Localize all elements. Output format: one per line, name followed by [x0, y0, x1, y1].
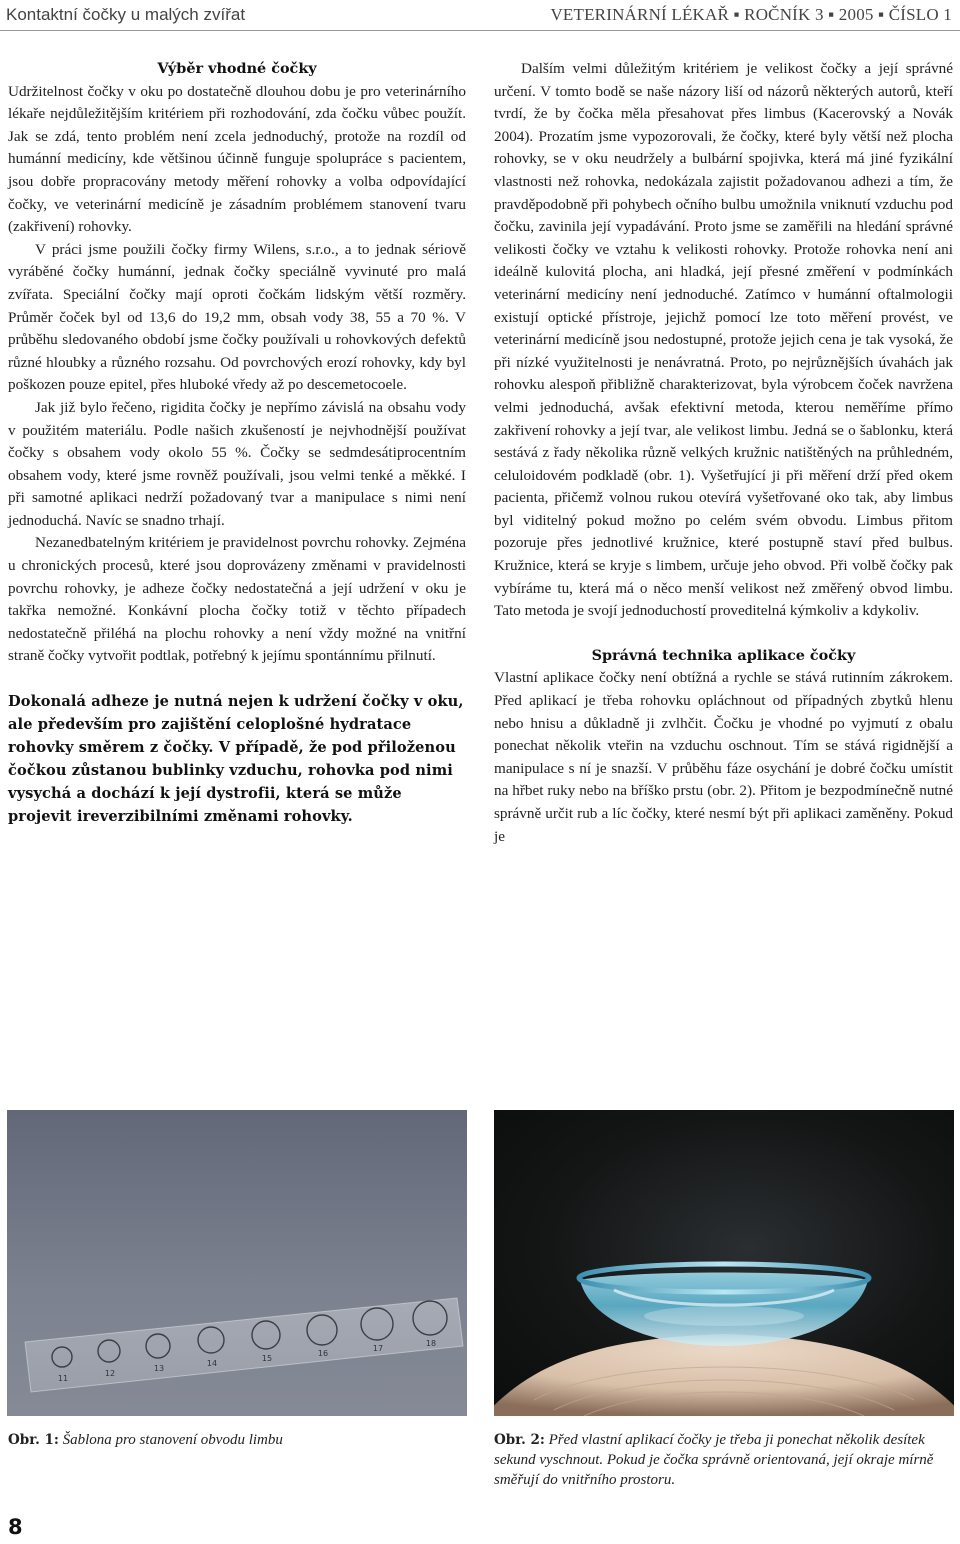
- article-running-title: Kontaktní čočky u malých zvířat: [6, 5, 246, 24]
- page-header: [0, 0, 960, 31]
- figure-2-photo: [494, 1110, 954, 1416]
- caption-label: Obr. 1:: [8, 1432, 59, 1448]
- limbus-template-image: [7, 1110, 467, 1416]
- ring-label: 15: [261, 1354, 273, 1363]
- ring-label: 13: [153, 1364, 165, 1373]
- ring-label: 11: [57, 1374, 69, 1383]
- ring-label: 14: [206, 1359, 218, 1368]
- right-column: [494, 58, 953, 848]
- figure-1-caption: [8, 1430, 466, 1450]
- fingertip: [494, 1334, 954, 1416]
- paragraph: Jak již bylo řečeno, rigidita čočky je nepřímo závislá na obsahu vody v použitém materiálu. Podle našich zkušeností je nejvhodnější používat čočky s obsahem vody okolo 55 %. Čočky se sedmdesátiprocentním obsahem vody, které jsme rovněž používali, jsou velmi tenké a měkké. I při samotné aplikaci nedrží požadovaný tvar a manipulace s nimi není jednoduchá. Navíc se snadno trhají.: [8, 398, 466, 529]
- ring-label: 12: [104, 1369, 116, 1378]
- figure-2-caption: [494, 1430, 954, 1490]
- caption-text: Šablona pro stanovení obvodu limbu: [58, 1432, 283, 1448]
- paragraph: Dalším velmi důležitým kritériem je velikost čočky a její správné určení. V tomto bodě se naše názory liší od názorů některých autorů, kteří tvrdí, že by čočka měla přesahovat přes limbus (Kacerovský a Novák 2004). Prozatím jsme vypozorovali, že čočky, které byly větší než plocha rohovky, se v oku neudržely a bulbární spojivka, která má jiné fyzikální vlastnosti než rohovka, nedokázala zajistit požadovanou adhezi a tím, že pravděpodobně při pohybech očního bulbu umožnila vniknutí vzduchu pod čočku, zavinila její vypadávání. Proto jsme se zaměřili na hledání správné velikosti čočky ve vztahu k velikosti rohovky. Protože rohovka není ani ideálně kulovitá plocha, ani hladká, její přesné změření v podmínkách veterinární medicíny není jednoduché. Zatímco v humánní oftalmologii existují optické přístroje, jejichž pomocí lze toto měření provést, ve veterinární medicíně jsou nedostupné, protože jejich cena je tak vysoká, že při nízké využitelnosti je nenávratná. Proto, po nejrůznějších úvahách jak rohovku alespoň přibližně charakterizovat, byla výrobcem čoček navržena velmi jednoduchá, avšak efektivní metoda, kterou neměříme přímo zakřivení rohovky a její tvar, ale velikost limbu. Jedná se o šablonku, která sestává z řady několika různě velkých kružnic natištěných na průhledném, celuloidovém podkladě (obr. 1). Vyšetřující ji při měření drží před okem pacienta, přičemž volnou rukou otevírá vyšetřované oko tak, aby limbus byl viditelný pokud možno po celém svém obvodu. Limbus přitom pozoruje přes jednotlivé kružnice, které postupně staví před bulbus. Kružnice, která se kryje s limbem, určuje jeho obvod. Při volbě čočky pak vybíráme tu, která má o něco menší velikost než změřený obvod limbu. Tato metoda je svojí jednoduchostí proveditelná kýmkoliv a kdykoliv.: [494, 60, 953, 620]
- left-column: [8, 58, 466, 828]
- lens-on-finger-image: [494, 1110, 954, 1416]
- page-number: 8: [8, 1515, 23, 1539]
- ring-label: 17: [372, 1344, 384, 1353]
- ring-label: 16: [317, 1349, 329, 1358]
- caption-text: Před vlastní aplikací čočky je třeba ji ponechat několik desítek sekund vyschnout. Pokud je čočka správně orientovaná, její okraje mírně směřují do vnitřního prostoru.: [494, 1432, 934, 1488]
- section-heading: Správná technika aplikace čočky: [591, 646, 856, 664]
- section-heading: Výběr vhodné čočky: [157, 60, 317, 77]
- highlight-box: Dokonalá adheze je nutná nejen k udržení čočky v oku, ale především pro zajištění celoplošné hydratace rohovky směrem z čočky. V případě, že pod přiloženou čočkou zůstanou bublinky vzduchu, rohovka pod nimi vysychá a dochází k její dystrofii, která se může projevit ireverzibilními změnami rohovky.: [8, 693, 464, 826]
- paragraph: Nezanedbatelným kritériem je pravidelnost povrchu rohovky. Zejména u chronických procesů, které jsou doprovázeny změnami v pravidelnosti povrchu rohovky, je adheze čočky nedostatečná a její udržení v oku je takřka nemožné. Konkávní plocha čočky totiž v těchto případech nedostatečně přiléhá na plochu rohovky a není vždy možné na vnitřní straně čočky vytvořit podtlak, potřebný k jejímu spontánnímu přilnutí.: [8, 534, 466, 665]
- ring-label: 18: [425, 1339, 437, 1348]
- paragraph: Vlastní aplikace čočky není obtížná a rychle se stává rutinním zákrokem. Před aplikací je třeba rohovku opláchnout od případných zbytků hlenu nebo hnisu a důkladně ji zvlhčit. Čočku je vhodné po vyjmutí z obalu ponechat několik vteřin na vzduchu oschnout. Tím se stává rigidnější a manipulace s ní je snazší. V průběhu fáze osychání je dobré čočku umístit na hřbet ruky nebo na bříško prstu (obr. 2). Přitom je bezpodmínečně nutné správně určit rub a líc čočky, které nesmí být při aplikaci zaměněny. Pokud je: [494, 669, 953, 845]
- paragraph: Udržitelnost čočky v oku po dostatečně dlouhou dobu je pro veterinárního lékaře nejdůležitějším kritériem při rozhodování, zda čočku vůbec použít. Jak se zdá, tento problém není zcela jednoduchý, protože na rozdíl od humánní medicíny, kde většinou účinně funguje spolupráce s pacientem, jsou dobře propracovány metody měření rohovky a volba odpovídající čočky, ve veterinární medicíně je zásadním problémem stanovení tvaru (zakřivení) rohovky.: [8, 82, 466, 236]
- figure-1-photo: [7, 1110, 467, 1416]
- template-strip: [25, 1298, 463, 1392]
- paragraph: V práci jsme použili čočky firmy Wilens, s.r.o., a to jednak sériově vyráběné čočky humánní, jednak čočky speciálně vyvinuté pro malá zvířata. Speciální čočky mají oproti čočkám lidským větší rozměry. Průměr čoček byl od 13,6 do 19,2 mm, obsah vody 38, 55 a 70 %. V průběhu sledovaného období jsme čočky používali u rohovkových defektů různé hloubky a různého rozsahu. Od povrchových erozí rohovky, kdy byl poškozen pouze epitel, přes hluboké vředy až po descemetocoele.: [8, 240, 466, 394]
- caption-label: Obr. 2:: [494, 1432, 545, 1448]
- journal-running-title: VETERINÁRNÍ LÉKAŘ ▪ ROČNÍK 3 ▪ 2005 ▪ ČÍSLO 1: [550, 5, 952, 24]
